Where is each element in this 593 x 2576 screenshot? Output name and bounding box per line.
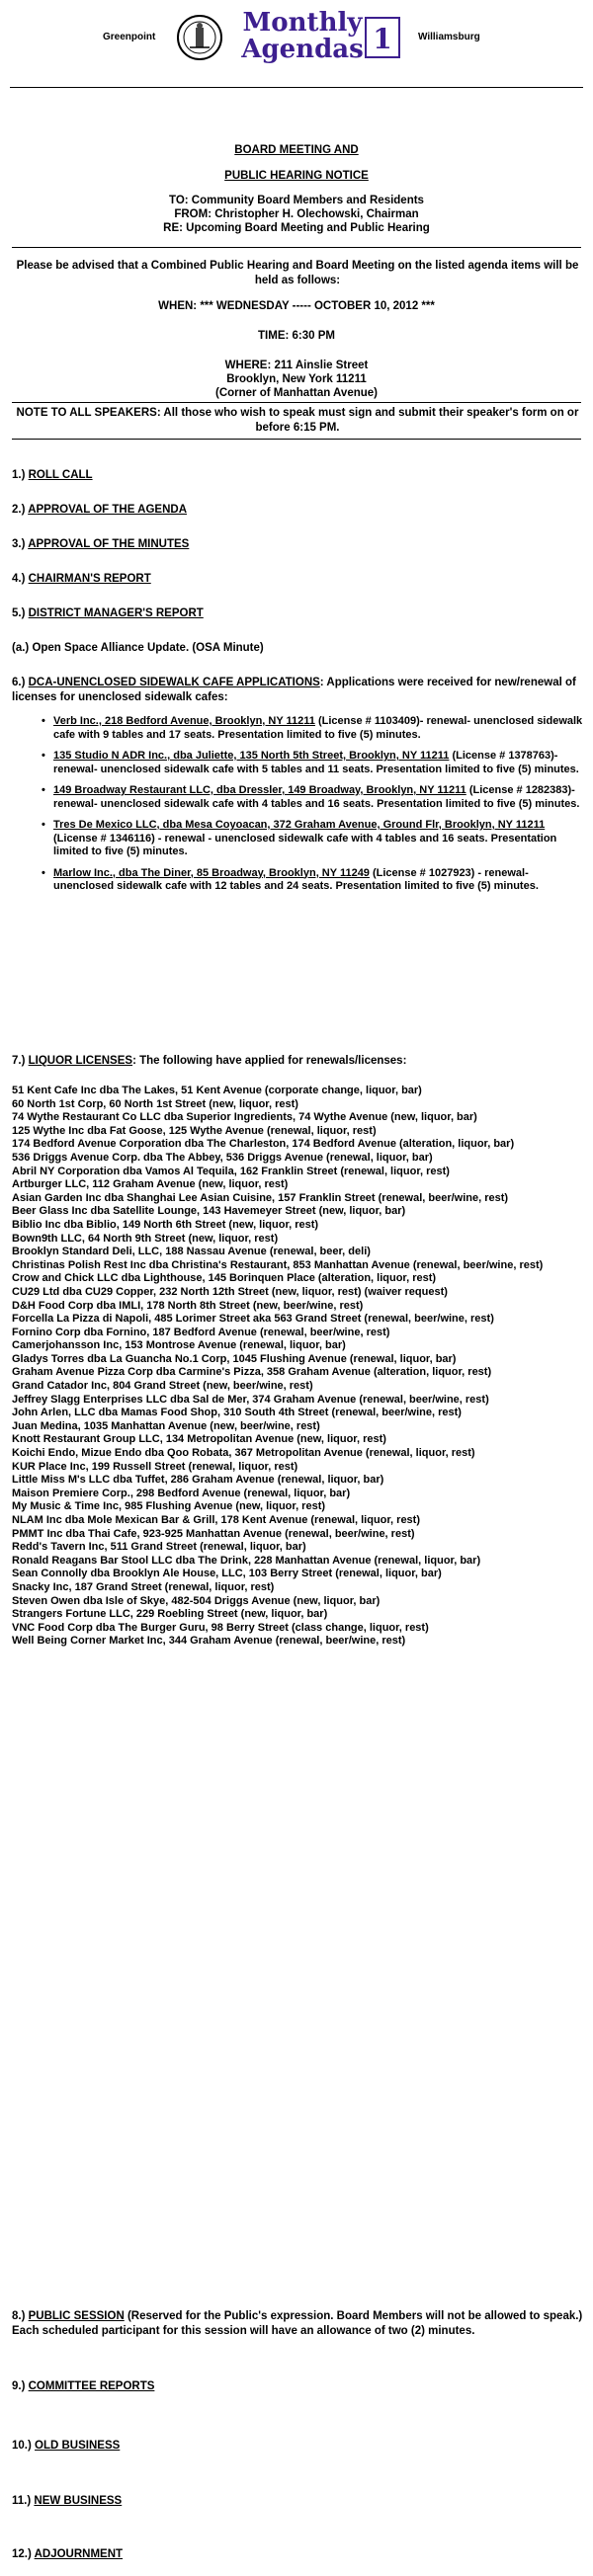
list-item: • Tres De Mexico LLC, dba Mesa Coyoacan, 372 Graham Avenue, Ground Flr, Brooklyn, NY 11211 (License # 1346116) - renewal - unenclosed sidewalk cafe with 4 tables and 16 seats. Presentation limited to five (5) minutes. bbox=[12, 819, 583, 859]
notice-title-1: BOARD MEETING AND bbox=[234, 144, 359, 156]
list-item: Maison Premiere Corp., 298 Bedford Avenue (renewal, liquor, bar) bbox=[12, 1487, 351, 1499]
list-item: Gladys Torres dba La Guancha No.1 Corp, 1045 Flushing Avenue (renewal, liquor, bar) bbox=[12, 1352, 457, 1365]
list-item: Little Miss M's LLC dba Tuffet, 286 Graham Avenue (renewal, liquor, bar) bbox=[12, 1474, 384, 1487]
header-divider bbox=[10, 87, 583, 88]
notice-when: WHEN: *** WEDNESDAY ----- OCTOBER 10, 2012 *** bbox=[158, 300, 435, 312]
list-item: Redd's Tavern Inc, 511 Grand Street (renewal, liquor, bar) bbox=[12, 1541, 306, 1554]
header-right-label: Williamsburg bbox=[418, 32, 480, 42]
badge-number: 1 bbox=[373, 23, 392, 55]
list-item: Fornino Corp dba Fornino, 187 Bedford Avenue (renewal, beer/wine, rest) bbox=[12, 1326, 390, 1338]
liquor-license-list bbox=[12, 1085, 583, 1649]
list-item: Artburger LLC, 112 Graham Avenue (new, liquor, rest) bbox=[12, 1178, 289, 1191]
list-item: Biblio Inc dba Biblio, 149 North 6th Street (new, liquor, rest) bbox=[12, 1218, 319, 1231]
list-item: Ronald Reagans Bar Stool LLC dba The Drink, 228 Manhattan Avenue (renewal, liquor, bar) bbox=[12, 1554, 481, 1567]
logo-title bbox=[233, 10, 372, 63]
list-item: Crow and Chick LLC dba Lighthouse, 145 Borinquen Place (alteration, liquor, rest) bbox=[12, 1272, 437, 1285]
divider bbox=[12, 247, 581, 248]
section-district-manager-report: 5.) DISTRICT MANAGER'S REPORT bbox=[12, 607, 204, 619]
list-item: KUR Place Inc, 199 Russell Street (renewal, liquor, rest) bbox=[12, 1460, 298, 1473]
divider bbox=[12, 402, 581, 403]
list-item: Christinas Polish Rest Inc dba Christina's Restaurant, 853 Manhattan Avenue (renewal, beer/wine, rest) bbox=[12, 1258, 544, 1271]
logo-line2: Agendas bbox=[241, 35, 364, 64]
list-item: Graham Avenue Pizza Corp dba Carmine's Pizza, 358 Graham Avenue (alteration, liquor, rest) bbox=[12, 1366, 492, 1379]
list-item: 74 Wythe Restaurant Co LLC dba Superior Ingredients, 74 Wythe Avenue (new, liquor, bar) bbox=[12, 1111, 477, 1124]
notice-speakers: NOTE TO ALL SPEAKERS: All those who wish to speak must sign and submit their speaker's form on or before 6:15 PM. bbox=[16, 407, 579, 434]
section-sidewalk-cafe: 6.) DCA-UNENCLOSED SIDEWALK CAFE APPLICATIONS: Applications were received for new/renewal of licenses for unenclosed sidewalk cafes: bbox=[12, 677, 576, 703]
section-liquor-licenses: 7.) LIQUOR LICENSES: The following have applied for renewals/licenses: bbox=[12, 1055, 407, 1067]
header-left-label: Greenpoint bbox=[103, 32, 156, 42]
notice-advised: Please be advised that a Combined Public Hearing and Board Meeting on the listed agenda items will be held as follows: bbox=[16, 260, 579, 286]
list-item: Camerjohansson Inc, 153 Montrose Avenue (renewal, liquor, bar) bbox=[12, 1339, 346, 1352]
notice-re: RE: Upcoming Board Meeting and Public Hearing bbox=[163, 222, 430, 234]
notice-where-line2: Brooklyn, New York 11211 bbox=[226, 373, 367, 385]
list-item: 60 North 1st Corp, 60 North 1st Street (new, liquor, rest) bbox=[12, 1097, 298, 1110]
list-item: D&H Food Corp dba IMLI, 178 North 8th Street (new, beer/wine, rest) bbox=[12, 1299, 364, 1312]
notice-time: TIME: 6:30 PM bbox=[258, 330, 335, 342]
list-item: • Marlow Inc., dba The Diner, 85 Broadway, Brooklyn, NY 11249 (License # 1027923) - renewal- unenclosed sidewalk cafe with 12 tables and 24 seats. Presentation limited to five (5) minutes. bbox=[12, 867, 583, 894]
list-item: Grand Catador Inc, 804 Grand Street (new, beer/wine, rest) bbox=[12, 1380, 313, 1393]
list-item: Forcella La Pizza di Napoli, 485 Lorimer Street aka 563 Grand Street (renewal, beer/wine, rest) bbox=[12, 1313, 494, 1326]
list-item: Brooklyn Standard Deli, LLC, 188 Nassau Avenue (renewal, beer, deli) bbox=[12, 1246, 371, 1258]
notice-where-line3: (Corner of Manhattan Avenue) bbox=[215, 387, 378, 399]
section-committee-reports: 9.) COMMITTEE REPORTS bbox=[12, 2380, 155, 2392]
list-item: Beer Glass Inc dba Satellite Lounge, 143 Havemeyer Street (new, liquor, bar) bbox=[12, 1205, 406, 1218]
list-item: 51 Kent Cafe Inc dba The Lakes, 51 Kent Avenue (corporate change, liquor, bar) bbox=[12, 1085, 422, 1096]
list-item: Sean Connolly dba Brooklyn Ale House, LLC, 103 Berry Street (renewal, liquor, bar) bbox=[12, 1568, 442, 1580]
list-item: • 149 Broadway Restaurant LLC, dba Dressler, 149 Broadway, Brooklyn, NY 11211 (License # 1282383)- renewal- unenclosed sidewalk cafe with 4 tables and 16 seats. Presentation limited to five (5) minutes. bbox=[12, 784, 583, 811]
list-item: Asian Garden Inc dba Shanghai Lee Asian Cuisine, 157 Franklin Street (renewal, beer/wine, rest) bbox=[12, 1191, 509, 1204]
list-item: PMMT Inc dba Thai Cafe, 923-925 Manhattan Avenue (renewal, beer/wine, rest) bbox=[12, 1527, 415, 1540]
list-item: VNC Food Corp dba The Burger Guru, 98 Berry Street (class change, liquor, rest) bbox=[12, 1621, 429, 1634]
list-item: Strangers Fortune LLC, 229 Roebling Street (new, liquor, bar) bbox=[12, 1608, 328, 1621]
section-approval-agenda: 2.) APPROVAL OF THE AGENDA bbox=[12, 504, 188, 516]
list-item: 536 Driggs Avenue Corp. dba The Abbey, 536 Driggs Avenue (renewal, liquor, bar) bbox=[12, 1151, 433, 1164]
section-old-business: 10.) OLD BUSINESS bbox=[12, 2440, 121, 2452]
borough-seal-icon bbox=[176, 14, 223, 61]
notice-to: TO: Community Board Members and Residents bbox=[169, 195, 424, 206]
list-item: John Arlen, LLC dba Mamas Food Shop, 310 South 4th Street (renewal, beer/wine, rest) bbox=[12, 1407, 462, 1419]
notice-from: FROM: Christopher H. Olechowski, Chairman bbox=[174, 208, 419, 220]
list-item: CU29 Ltd dba CU29 Copper, 232 North 12th Street (new, liquor, rest) (waiver request) bbox=[12, 1285, 448, 1298]
osa-update: (a.) Open Space Alliance Update. (OSA Minute) bbox=[12, 642, 264, 654]
notice-where-line1: WHERE: 211 Ainslie Street bbox=[224, 360, 369, 371]
list-item: Snacky Inc, 187 Grand Street (renewal, liquor, rest) bbox=[12, 1580, 275, 1593]
list-item: Juan Medina, 1035 Manhattan Avenue (new, beer/wine, rest) bbox=[12, 1419, 320, 1432]
community-board-badge-icon bbox=[364, 16, 401, 59]
list-item: Abril NY Corporation dba Vamos Al Tequila, 162 Franklin Street (renewal, liquor, rest) bbox=[12, 1165, 450, 1177]
section-public-session: 8.) PUBLIC SESSION (Reserved for the Public's expression. Board Members will not be allowed to speak.) Each scheduled participant for this session will have an allowance of two (2) minutes. bbox=[12, 2310, 583, 2337]
section-new-business: 11.) NEW BUSINESS bbox=[12, 2495, 123, 2507]
list-item: Knott Restaurant Group LLC, 134 Metropolitan Avenue (new, liquor, rest) bbox=[12, 1433, 386, 1446]
list-item: 174 Bedford Avenue Corporation dba The Charleston, 174 Bedford Avenue (alteration, liquor, bar) bbox=[12, 1138, 515, 1151]
divider bbox=[12, 439, 581, 440]
section-chairman-report: 4.) CHAIRMAN'S REPORT bbox=[12, 573, 151, 585]
list-item: NLAM Inc dba Mole Mexican Bar & Grill, 178 Kent Avenue (renewal, liquor, rest) bbox=[12, 1514, 421, 1526]
list-item: Well Being Corner Market Inc, 344 Graham Avenue (renewal, beer/wine, rest) bbox=[12, 1635, 406, 1648]
logo-line1: Monthly bbox=[242, 8, 363, 38]
list-item: • Verb Inc., 218 Bedford Avenue, Brooklyn, NY 11211 (License # 1103409)- renewal- unenclosed sidewalk cafe with 9 tables and 17 seats. Presentation limited to five (5) minutes. bbox=[12, 715, 583, 742]
list-item: • 135 Studio N ADR Inc., dba Juliette, 135 North 5th Street, Brooklyn, NY 11211 (License # 1378763)- renewal- unenclosed sidewalk cafe with 5 tables and 11 seats. Presentation limited to five (5) minutes. bbox=[12, 750, 583, 776]
list-item: 125 Wythe Inc dba Fat Goose, 125 Wythe Avenue (renewal, liquor, rest) bbox=[12, 1124, 377, 1137]
section-adjournment: 12.) ADJOURNMENT bbox=[12, 2548, 124, 2560]
cafe-list bbox=[12, 715, 583, 902]
list-item: Koichi Endo, Mizue Endo dba Qoo Robata, 367 Metropolitan Avenue (renewal, liquor, rest) bbox=[12, 1447, 475, 1460]
section-roll-call: 1.) ROLL CALL bbox=[12, 469, 93, 481]
notice-title-2: PUBLIC HEARING NOTICE bbox=[224, 170, 369, 182]
list-item: Jeffrey Slagg Enterprises LLC dba Sal de Mer, 374 Graham Avenue (renewal, beer/wine, rest) bbox=[12, 1393, 489, 1406]
list-item: Steven Owen dba Isle of Skye, 482-504 Driggs Avenue (new, liquor, bar) bbox=[12, 1594, 381, 1607]
section-approval-minutes: 3.) APPROVAL OF THE MINUTES bbox=[12, 538, 190, 550]
header bbox=[0, 4, 593, 73]
list-item: My Music & Time Inc, 985 Flushing Avenue (new, liquor, rest) bbox=[12, 1500, 326, 1513]
list-item: Bown9th LLC, 64 North 9th Street (new, liquor, rest) bbox=[12, 1232, 279, 1245]
